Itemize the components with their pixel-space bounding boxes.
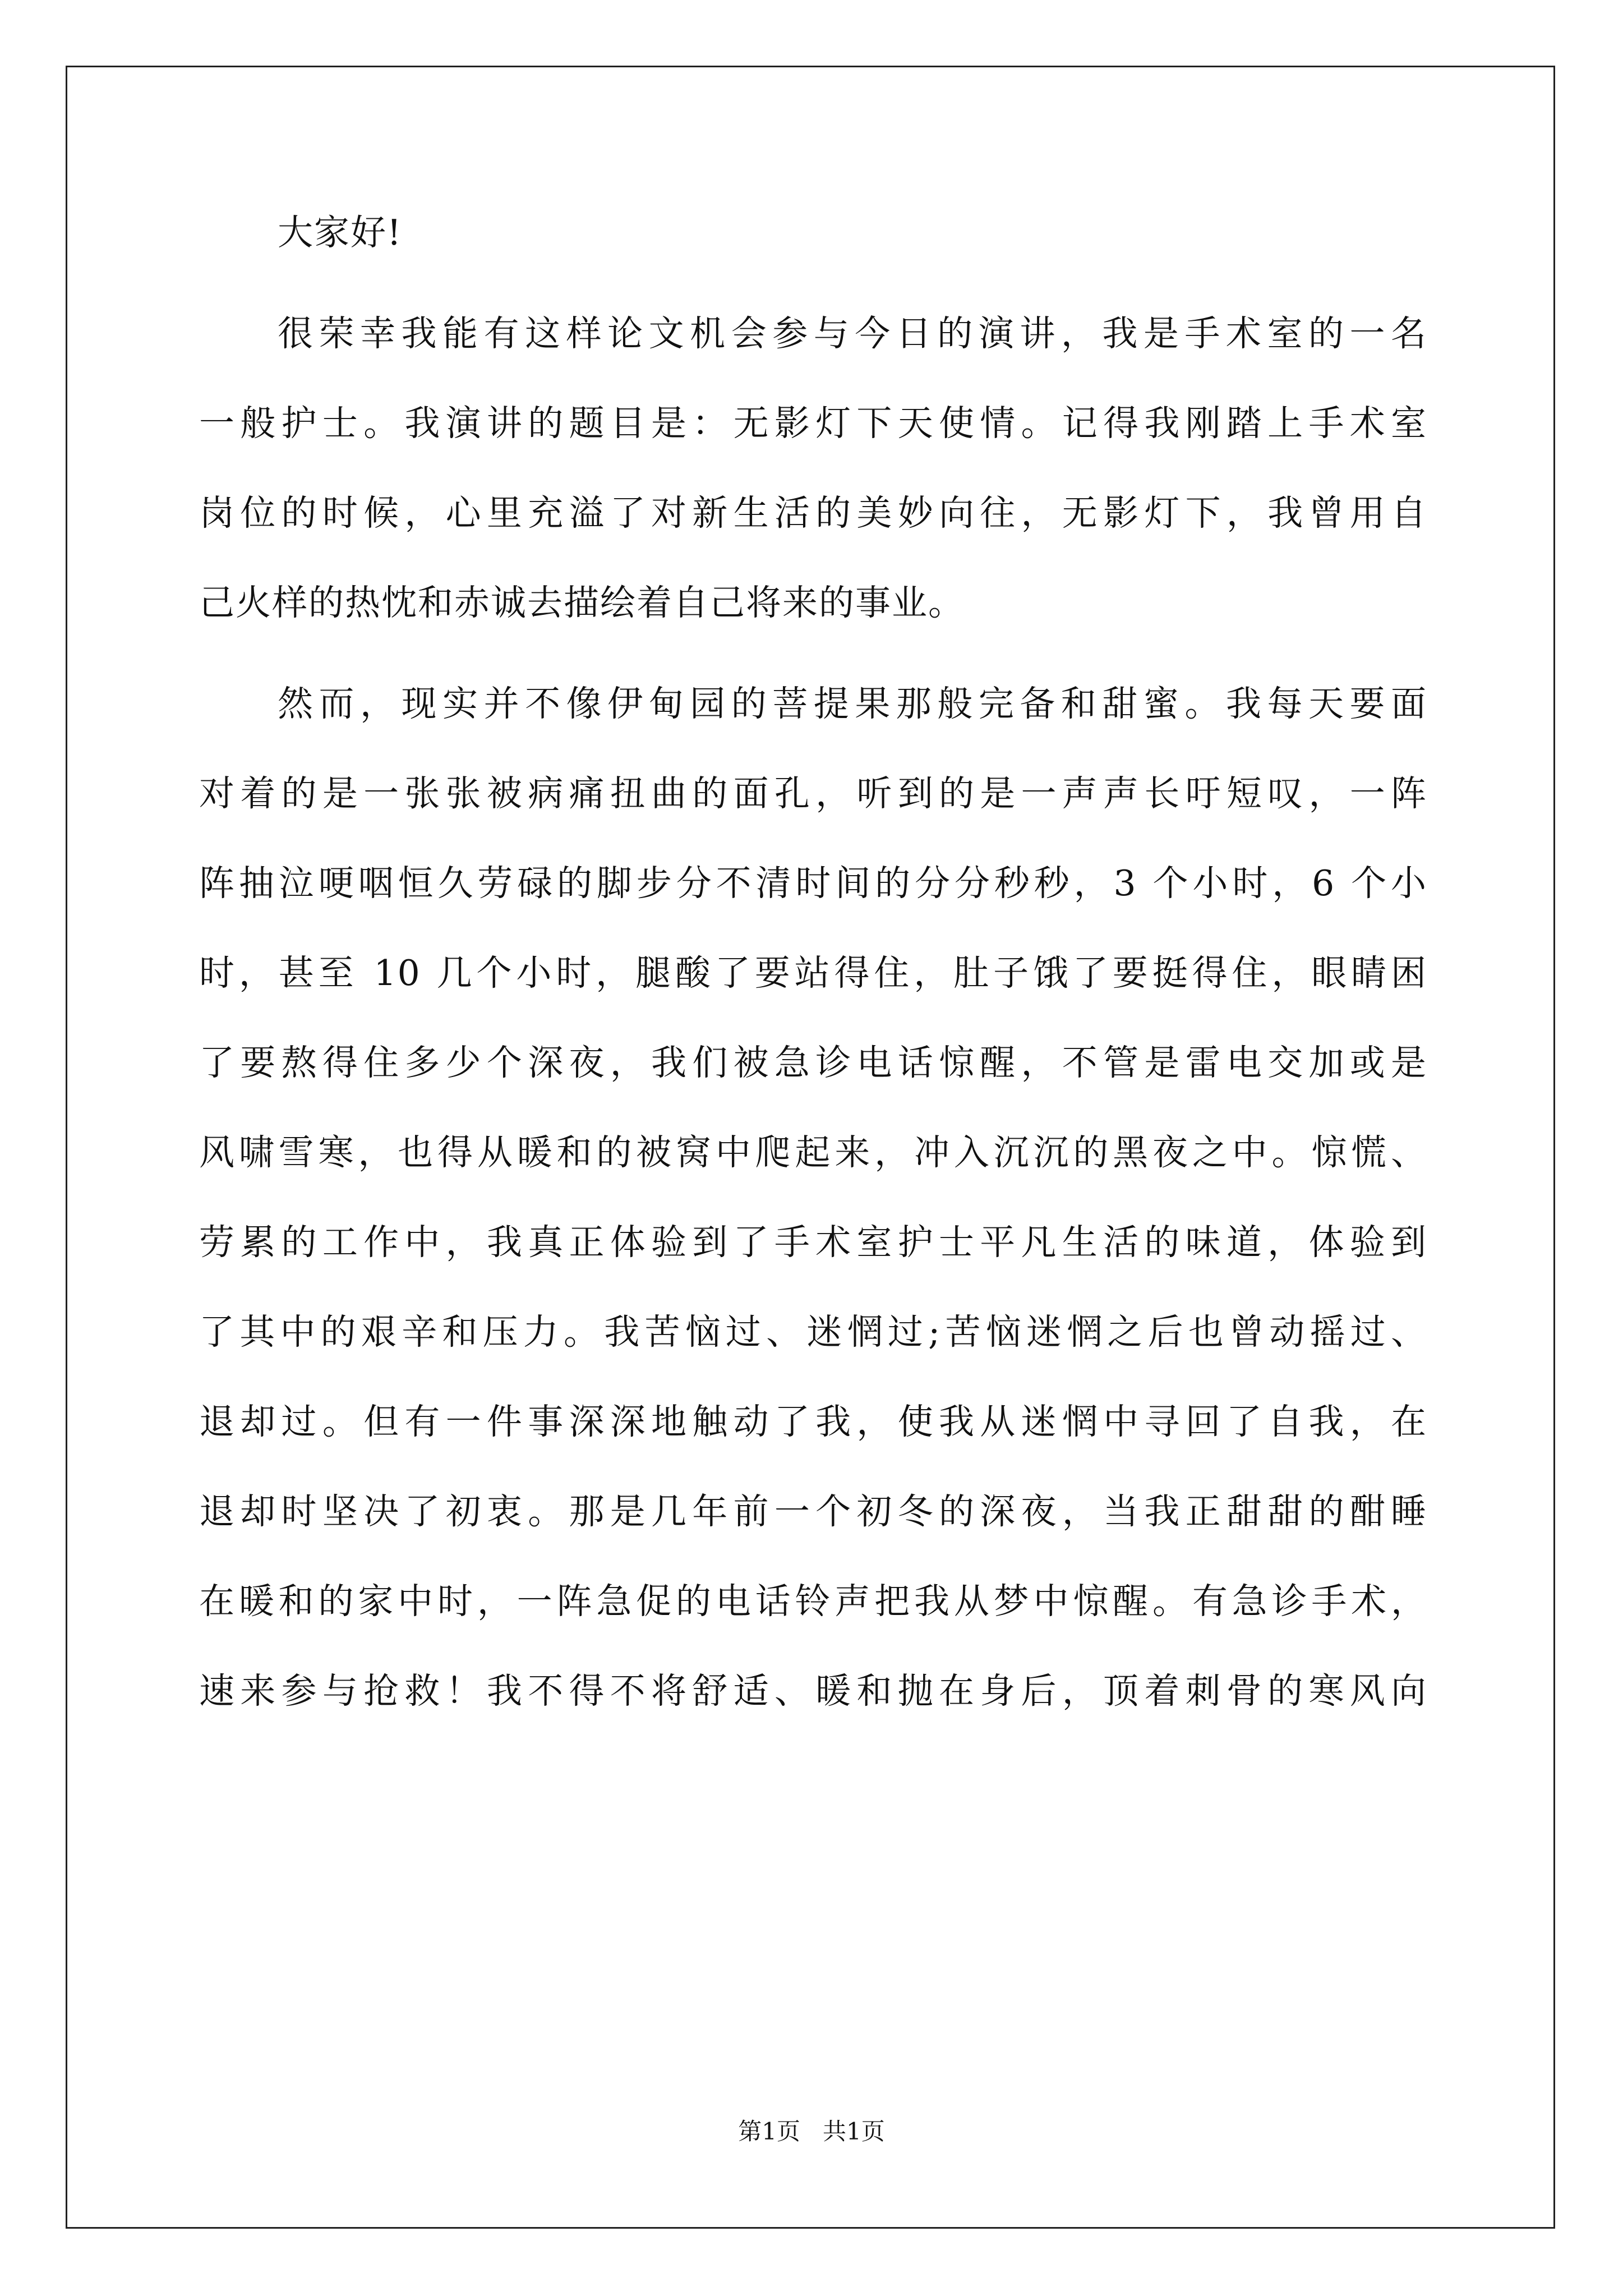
paragraph-line: 退却过。但有一件事深深地触动了我，使我从迷惘中寻回了自我，在 xyxy=(199,1401,1427,1442)
paragraph-line: 阵抽泣哽咽恒久劳碌的脚步分不清时间的分分秒秒，3 个小时，6 个小 xyxy=(199,863,1427,904)
paragraph-line: 在暖和的家中时，一阵急促的电话铃声把我从梦中惊醒。有急诊手术， xyxy=(199,1581,1427,1622)
paragraph-line: 然而，现实并不像伊甸园的菩提果那般完备和甜蜜。我每天要面 xyxy=(278,683,1427,724)
paragraph-line: 时，甚至 10 几个小时，腿酸了要站得住，肚子饿了要挺得住，眼睛困 xyxy=(199,953,1427,993)
paragraph-line: 很荣幸我能有这样论文机会参与今日的演讲，我是手术室的一名 xyxy=(278,313,1427,354)
page-number-footer: 第1页 共1页 xyxy=(738,2118,885,2145)
paragraph-line: 速来参与抢救！我不得不将舒适、暖和抛在身后，顶着刺骨的寒风向 xyxy=(199,1671,1427,1711)
paragraph-line: 风啸雪寒，也得从暖和的被窝中爬起来，冲入沉沉的黑夜之中。惊慌、 xyxy=(199,1132,1427,1173)
paragraph-line: 了要熬得住多少个深夜，我们被急诊电话惊醒，不管是雷电交加或是 xyxy=(199,1042,1427,1083)
greeting: 大家好! xyxy=(278,212,403,253)
paragraph-line: 劳累的工作中，我真正体验到了手术室护士平凡生活的味道，体验到 xyxy=(199,1222,1427,1263)
paragraph-line: 了其中的艰辛和压力。我苦恼过、迷惘过;苦恼迷惘之后也曾动摇过、 xyxy=(199,1312,1427,1352)
paragraph-line: 对着的是一张张被病痛扭曲的面孔，听到的是一声声长吁短叹，一阵 xyxy=(199,773,1427,814)
paragraph-line: 己火样的热忱和赤诚去描绘着自己将来的事业。 xyxy=(199,582,965,623)
paragraph-line: 一般护士。我演讲的题目是：无影灯下天使情。记得我刚踏上手术室 xyxy=(199,403,1427,444)
paragraph-line: 退却时坚决了初衷。那是几年前一个初冬的深夜，当我正甜甜的酣睡 xyxy=(199,1491,1427,1532)
paragraph-line: 岗位的时候，心里充溢了对新生活的美妙向往，无影灯下，我曾用自 xyxy=(199,493,1427,533)
